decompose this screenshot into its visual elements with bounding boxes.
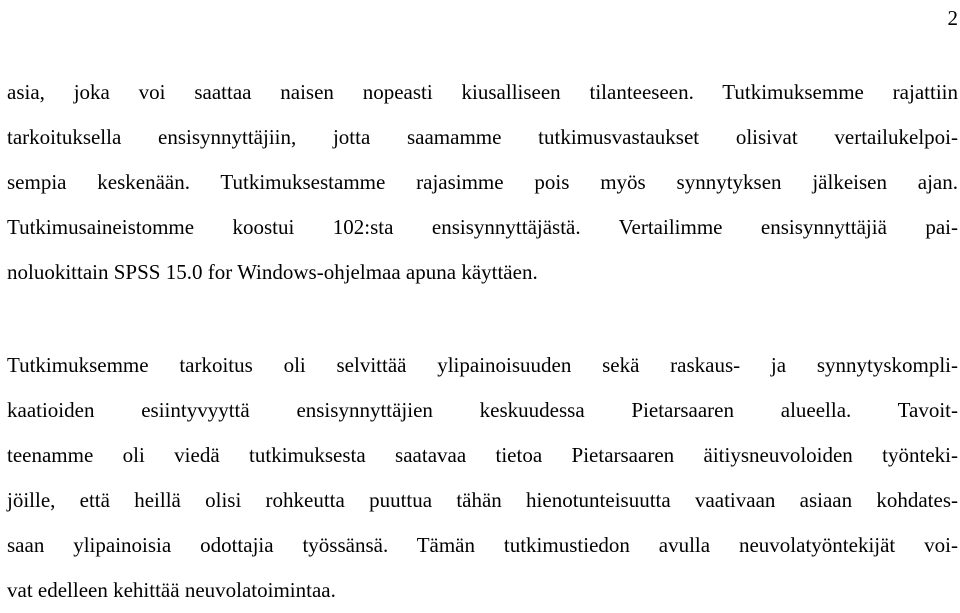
text-line: Tutkimusaineistomme koostui 102:sta ensisynnyttäjästä. Vertailimme ensisynnyttäjiä pai- (7, 215, 958, 239)
text-line: tarkoituksella ensisynnyttäjiin, jotta saamamme tutkimusvastaukset olisivat vertailukelpoi- (7, 125, 958, 149)
text-line: noluokittain SPSS 15.0 for Windows-ohjelmaa apuna käyttäen. (7, 260, 538, 284)
text-line: asia, joka voi saattaa naisen nopeasti kiusalliseen tilanteeseen. Tutkimuksemme rajattiin (7, 80, 958, 104)
paragraph-2 (7, 343, 958, 613)
page-number: 2 (947, 6, 958, 30)
text-line: teenamme oli viedä tutkimuksesta saatavaa tietoa Pietarsaaren äitiysneuvoloiden työnteki- (7, 443, 958, 467)
text-line: jöille, että heillä olisi rohkeutta puuttua tähän hienotunteisuutta vaativaan asiaan kohdates- (7, 488, 958, 512)
text-line: kaatioiden esiintyvyyttä ensisynnyttäjien keskuudessa Pietarsaaren alueella. Tavoit- (7, 398, 958, 422)
text-line: Tutkimuksemme tarkoitus oli selvittää ylipainoisuuden sekä raskaus- ja synnytyskompli- (7, 353, 958, 377)
text-line: vat edelleen kehittää neuvolatoimintaa. (7, 578, 336, 602)
paragraph-gap (7, 295, 958, 343)
text-line: saan ylipainoisia odottajia työssänsä. Tämän tutkimustiedon avulla neuvolatyöntekijät voi- (7, 533, 958, 557)
text-line: sempia keskenään. Tutkimuksestamme rajasimme pois myös synnytyksen jälkeisen ajan. (7, 170, 958, 194)
document-body (7, 70, 958, 613)
paragraph-1 (7, 70, 958, 295)
